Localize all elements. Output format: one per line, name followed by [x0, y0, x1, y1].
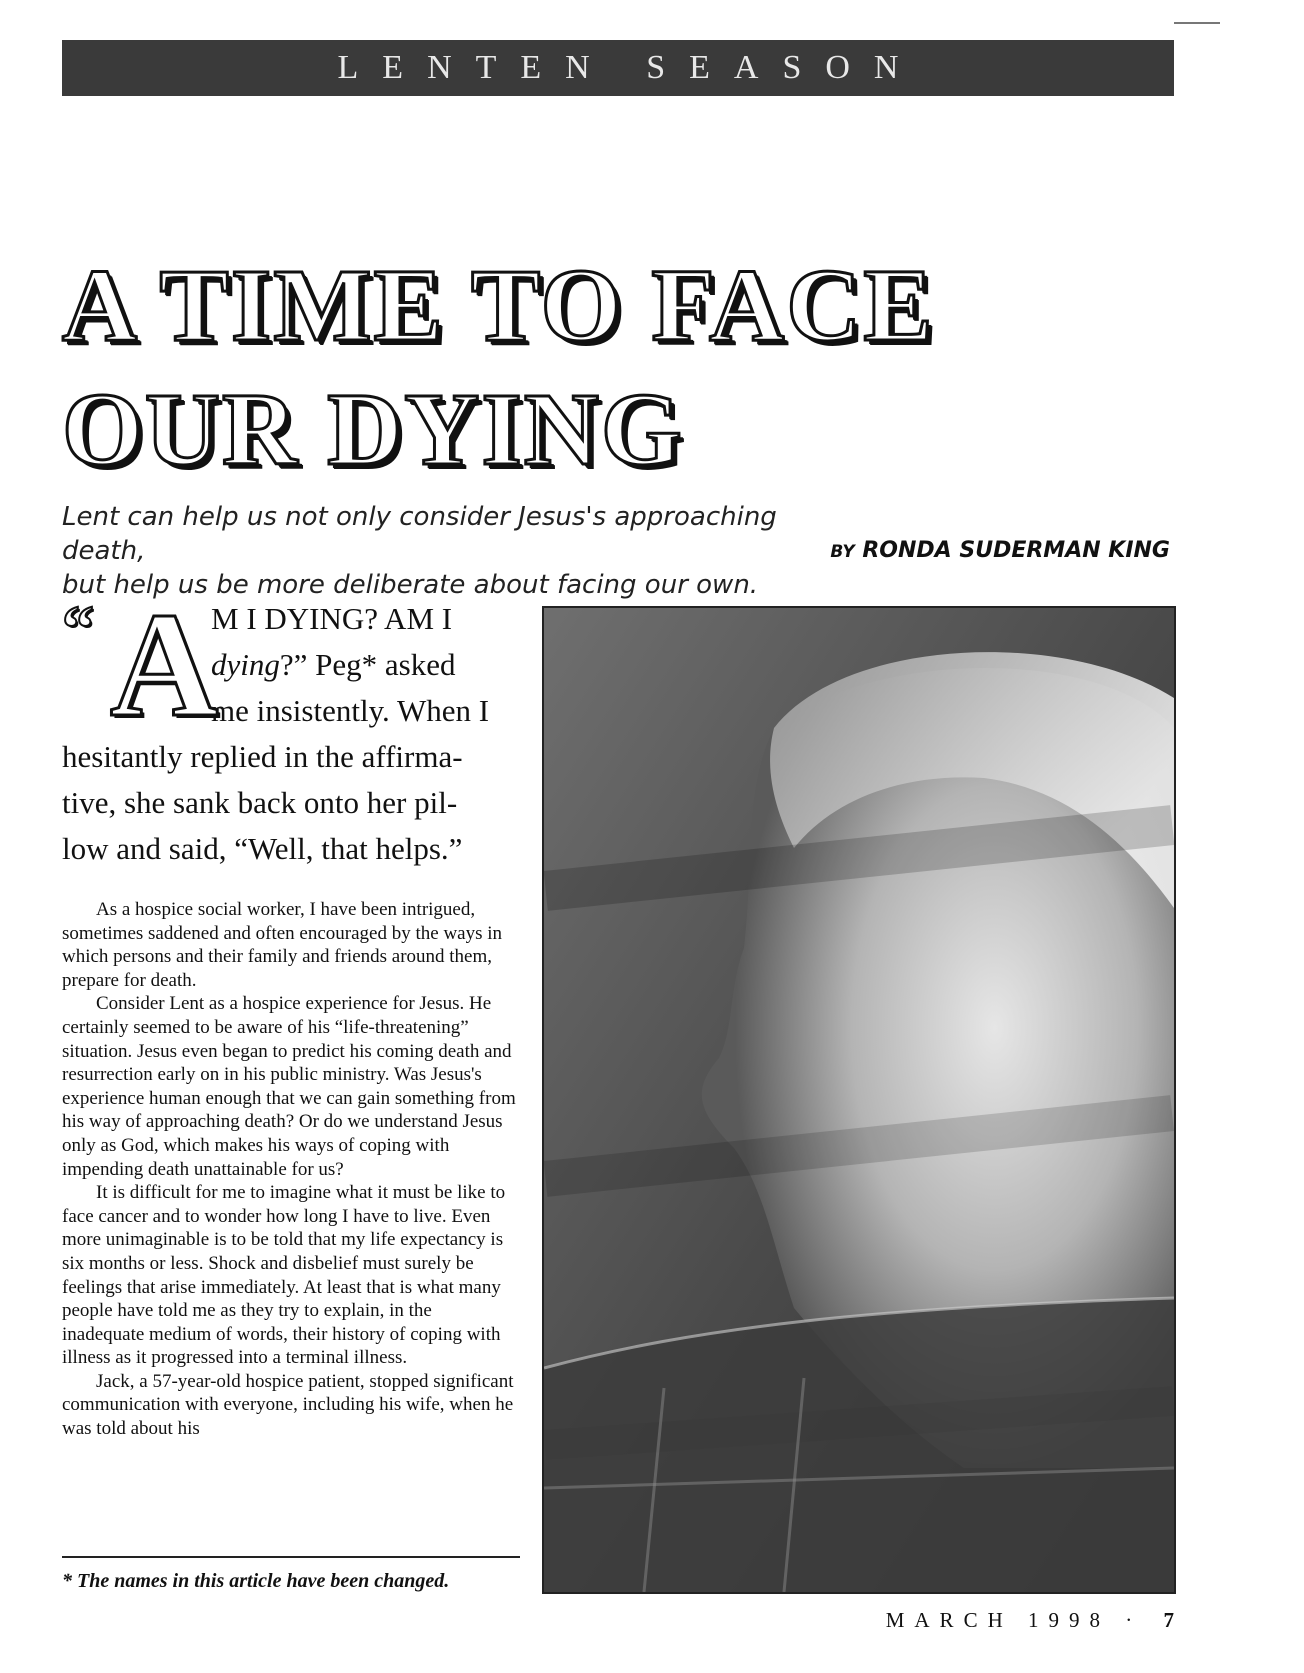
article-headline	[62, 244, 962, 492]
open-quote-ornament: “	[62, 592, 94, 663]
page-folio	[886, 1608, 1174, 1633]
deck-line-1: Lent can help us not only consider Jesus's approaching death,	[62, 502, 777, 566]
lead-line-4: hesitantly replied in the affirma-	[62, 739, 463, 774]
headline-line-1: A TIME TO FACE	[62, 248, 935, 363]
byline	[830, 538, 1170, 563]
headline-line-2: OUR DYING	[62, 372, 684, 487]
section-header-bar	[62, 40, 1174, 96]
lead-line-1: M I DYING? AM I	[211, 601, 453, 636]
lead-italic-word: dying	[211, 647, 280, 682]
deck-line-2: but help us be more deliberate about facing our own.	[62, 570, 759, 600]
body-paragraph: Consider Lent as a hospice experience for Jesus. He certainly seemed to be aware of his “life-threatening” situation. Jesus even began to predict his coming death and resurrection early on in his public ministry. Was Jesus's experience human enough that we can gain something from his way of approaching death? Or do we understand Jesus only as God, which makes his ways of coping with impending death unattainable for us?	[62, 993, 516, 1180]
footnote-rule	[62, 1556, 520, 1558]
portrait-photo	[542, 606, 1176, 1594]
drop-cap: A	[110, 582, 219, 748]
section-label: LENTEN SEASON	[337, 49, 923, 86]
byline-author: RONDA SUDERMAN KING	[862, 538, 1170, 563]
lead-line-2-rest: ?” Peg* asked	[279, 647, 456, 682]
folio-separator: ·	[1125, 1608, 1143, 1632]
body-column	[62, 898, 518, 1441]
body-paragraph: Jack, a 57-year-old hospice patient, stopped significant communication with everyone, including his wife, when he was told about his	[62, 1370, 514, 1440]
lead-line-6: low and said, “Well, that helps.”	[62, 831, 463, 866]
body-paragraph: It is difficult for me to imagine what it must be like to face cancer and to wonder how long I have to live. Even more unimaginable is to be told that my life expectancy is six months or less. Shock and disbelief must surely be feelings that arise immediately. At least that is what many people have told me as they try to explain, in the inadequate medium of words, their history of coping with illness as it progressed into a terminal illness.	[62, 1182, 506, 1369]
lead-line-5: tive, she sank back onto her pil-	[62, 785, 458, 820]
corner-rule	[1174, 22, 1220, 24]
footnote: * The names in this article have been changed.	[62, 1570, 450, 1592]
folio-date: MARCH 1998	[885, 1608, 1110, 1632]
page-number: 7	[1163, 1608, 1174, 1632]
portrait-photo-icon	[544, 608, 1174, 1592]
body-paragraph: As a hospice social worker, I have been intrigued, sometimes saddened and often encouraged by the ways in which persons and their family and friends around them, prepare for death.	[62, 899, 503, 991]
lead-line-3: me insistently. When I	[211, 693, 490, 728]
byline-by: BY	[830, 542, 855, 562]
